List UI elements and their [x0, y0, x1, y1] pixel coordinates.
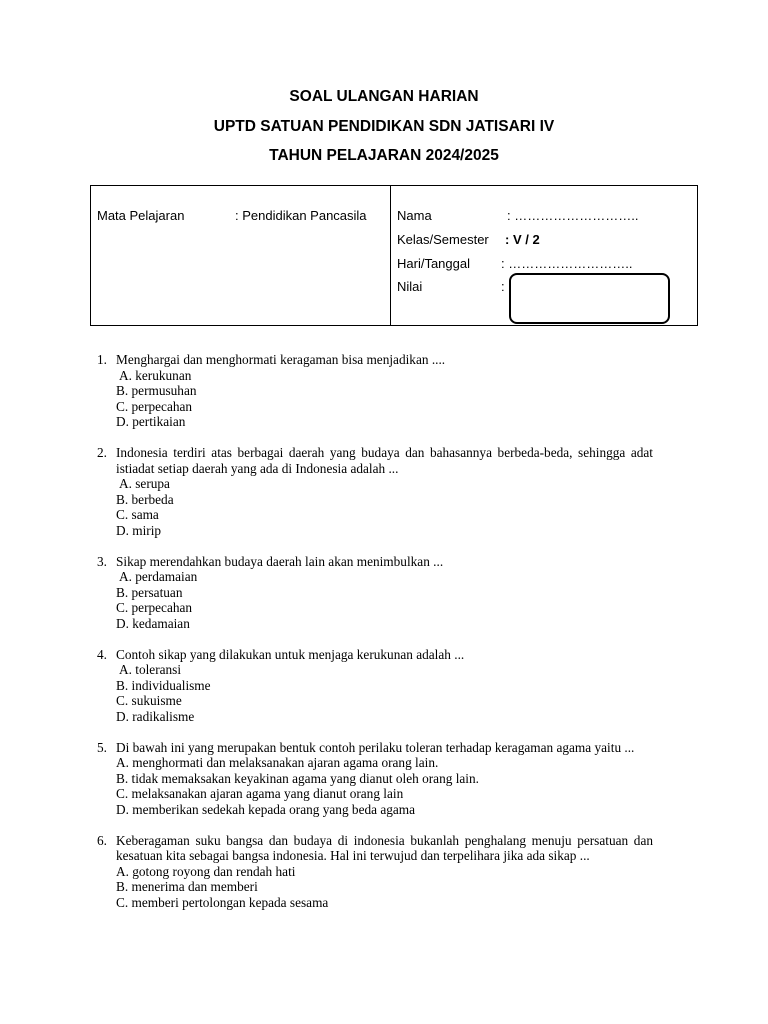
header-line-2: UPTD SATUAN PENDIDIKAN SDN JATISARI IV — [213, 118, 555, 135]
question-item — [97, 647, 653, 725]
class-semester-label: Kelas/Semester — [397, 232, 489, 247]
score-box[interactable] — [509, 273, 670, 324]
answer-option[interactable]: C. perpecahan — [116, 398, 193, 414]
table-divider — [390, 186, 391, 325]
question-item — [97, 740, 653, 818]
answer-option[interactable]: B. persatuan — [116, 584, 183, 600]
answer-option[interactable]: B. berbeda — [116, 491, 174, 507]
answer-option[interactable]: A. serupa — [119, 476, 170, 491]
answer-option[interactable]: A. perdamaian — [119, 569, 198, 584]
subject-value: : Pendidikan Pancasila — [235, 208, 367, 223]
question-item — [97, 352, 653, 430]
answer-option[interactable]: B. individualisme — [116, 677, 211, 693]
answer-option[interactable]: D. pertikaian — [116, 414, 186, 429]
question-text: Di bawah ini yang merupakan bentuk contoh perilaku toleran terhadap keragaman agama yaitu ... — [116, 739, 635, 755]
subject-label: Mata Pelajaran — [97, 208, 185, 223]
answer-option[interactable]: B. tidak memaksakan keyakinan agama yang dianut oleh orang lain. — [116, 770, 479, 786]
answer-option[interactable]: C. perpecahan — [116, 600, 193, 615]
date-field[interactable]: : ……………………….. — [501, 256, 633, 271]
question-item — [97, 445, 653, 538]
answer-option[interactable]: A. toleransi — [119, 662, 182, 677]
answer-option[interactable]: D. mirip — [116, 522, 162, 538]
student-info-table — [90, 185, 698, 326]
name-field[interactable]: : ……………………….. — [507, 208, 639, 223]
header-line-1: SOAL ULANGAN HARIAN — [289, 88, 479, 105]
answer-option[interactable]: D. radikalisme — [116, 708, 195, 724]
question-item — [97, 833, 653, 911]
question-text: Indonesia terdiri atas berbagai daerah yang budaya dan bahasannya berbeda-beda, sehingga adat istiadat setiap daerah yang ada di Indonesia adalah ... — [116, 445, 653, 476]
question-list — [97, 352, 653, 926]
question-text: Keberagaman suku bangsa dan budaya di indonesia bukanlah penghalang menuju persatuan dan kesatuan kita sebagai bangsa indonesia. Hal ini terwujud dan terpelihara jika ada sikap ... — [116, 832, 653, 863]
question-number: 5. — [97, 739, 107, 755]
answer-option[interactable]: A. kerukunan — [119, 367, 192, 383]
question-number: 4. — [97, 646, 107, 662]
answer-option[interactable]: A. gotong royong dan rendah hati — [116, 863, 296, 879]
score-colon: : — [501, 279, 505, 294]
question-text: Contoh sikap yang dilakukan untuk menjaga kerukunan adalah ... — [116, 646, 465, 662]
question-number: 3. — [97, 553, 107, 569]
answer-option[interactable]: B. menerima dan memberi — [116, 879, 258, 894]
question-text: Menghargai dan menghormati keragaman bisa menjadikan .... — [116, 352, 446, 367]
question-number: 1. — [97, 352, 107, 367]
answer-option[interactable]: C. sama — [116, 507, 159, 522]
date-label: Hari/Tanggal — [397, 256, 470, 271]
answer-option[interactable]: D. memberikan sedekah kepada orang yang beda agama — [116, 801, 416, 817]
answer-option[interactable]: C. memberi pertolongan kepada sesama — [116, 894, 329, 910]
answer-option[interactable]: C. melaksanakan ajaran agama yang dianut orang lain — [116, 786, 404, 801]
question-item — [97, 554, 653, 632]
class-semester-value: : V / 2 — [505, 232, 540, 247]
question-number: 2. — [97, 445, 107, 460]
header-line-3: TAHUN PELAJARAN 2024/2025 — [269, 147, 499, 164]
answer-option[interactable]: A. menghormati dan melaksanakan ajaran agama orang lain. — [116, 755, 439, 770]
question-number: 6. — [97, 832, 107, 848]
score-label: Nilai — [397, 279, 423, 294]
question-text: Sikap merendahkan budaya daerah lain akan menimbulkan ... — [116, 553, 444, 569]
answer-option[interactable]: B. permusuhan — [116, 383, 197, 398]
name-label: Nama — [397, 208, 432, 223]
answer-option[interactable]: D. kedamaian — [116, 615, 190, 631]
answer-option[interactable]: C. sukuisme — [116, 693, 182, 708]
